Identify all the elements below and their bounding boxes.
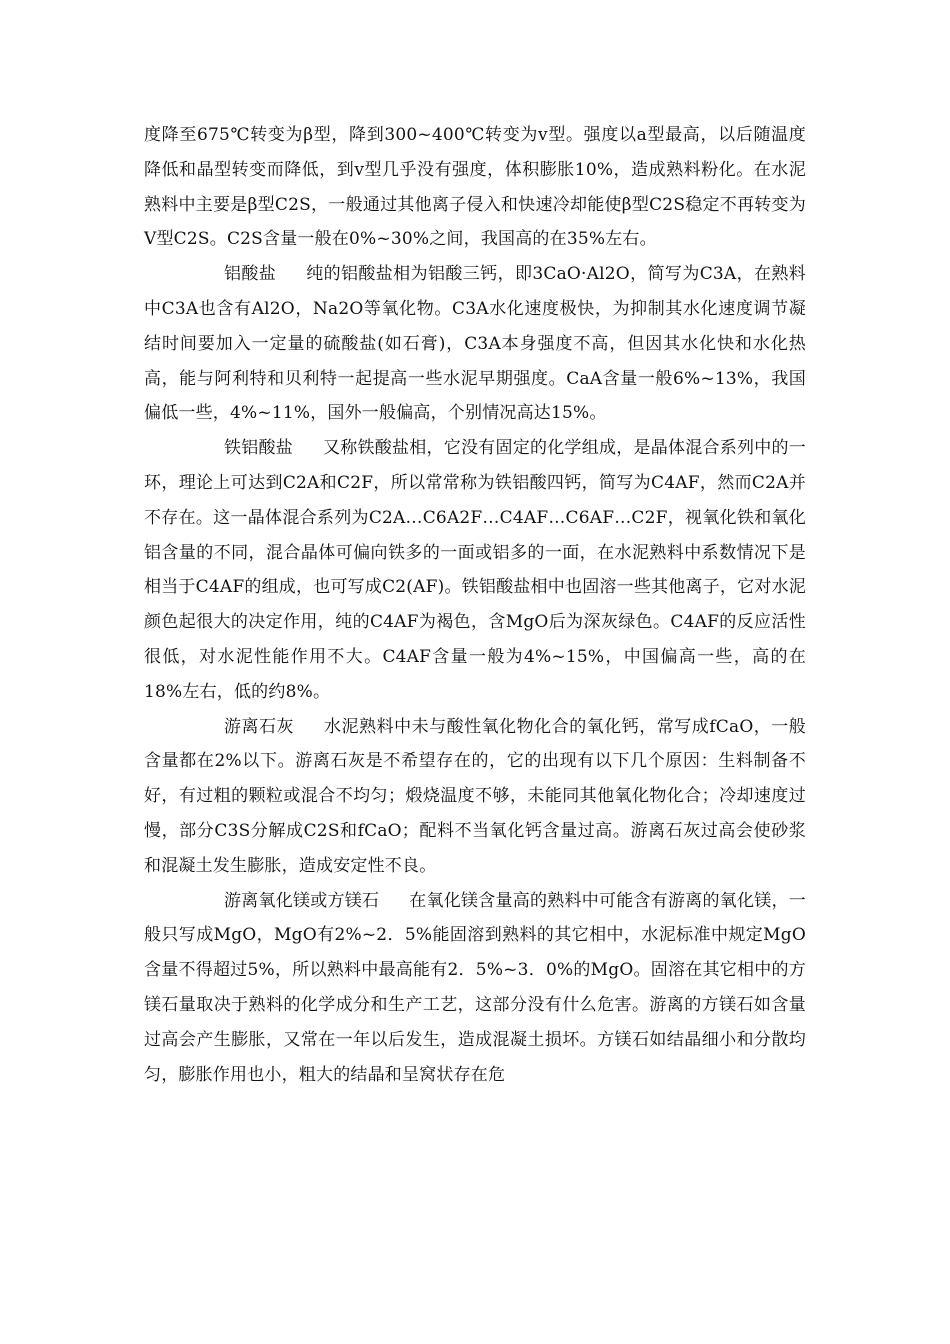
paragraph-term: 游离氧化镁或方镁石: [224, 890, 380, 911]
paragraph-aluminate: [144, 257, 806, 431]
paragraph-text: 又称铁酸盐相，它没有固定的化学组成，是晶体混合系列中的一环，理论上可达到C2A和C2F，所以常常称为铁铝酸四钙，简写为C4AF，然而C2A并不存在。这一晶体混合系列为C2A…C6A2F…C4AF…C6AF…C2F，视氧化铁和氧化铝含量的不同，混合晶体可偏向铁多的一面或铝多的一面，在水泥熟料中系数情况下是相当于C4AF的组成，也可写成C2(AF)。铁铝酸盐相中也固溶一些其他离子，它对水泥颜色起很大的决定作用，纯的C4AF为褐色，含MgO后为深灰绿色。C4AF的反应活性很低，对水泥性能作用不大。C4AF含量一般为4%~15%，中国偏高一些，高的在18%左右，低的约8%。: [144, 438, 806, 702]
paragraph-text: 在氧化镁含量高的熟料中可能含有游离的氧化镁，一般只写成MgO，MgO有2%~2．5%能固溶到熟料的其它相中，水泥标准中规定MgO含量不得超过5%，所以熟料中最高能有2．5%~3．0%的MgO。固溶在其它相中的方镁石量取决于熟料的化学成分和生产工艺，这部分没有什么危害。游离的方镁石如含量过高会产生膨胀，又常在一年以后发生，造成混凝土损坏。方镁石如结晶细小和分散均匀，膨胀作用也小，粗大的结晶和呈窝状存在危: [144, 890, 806, 1085]
paragraph-ferrite: [144, 431, 806, 709]
paragraph-term: 铁铝酸盐: [224, 438, 294, 459]
paragraph-term: 游离石灰: [224, 716, 295, 737]
paragraph-text: 度降至675℃转变为β型，降到300~400℃转变为v型。强度以a型最高，以后随温度降低和晶型转变而降低，到v型几乎没有强度，体积膨胀10%，造成熟料粉化。在水泥熟料中主要是β型C2S，一般通过其他离子侵入和快速冷却能使β型C2S稳定不再转变为V型C2S。C2S含量一般在0%~30%之间，我国高的在35%左右。: [144, 125, 806, 250]
paragraph-free-lime: [144, 710, 806, 884]
paragraph-term: 铝酸盐: [224, 264, 277, 285]
document-page: [144, 118, 806, 1092]
paragraph-continuation: [144, 118, 806, 257]
paragraph-periclase: [144, 884, 806, 1093]
paragraph-text: 纯的铝酸盐相为铝酸三钙，即3CaO·Al2O，简写为C3A，在熟料中C3A也含有Al2O，Na2O等氧化物。C3A水化速度极快，为抑制其水化速度调节凝结时间要加入一定量的硫酸盐(如石膏)，C3A本身强度不高，但因其水化快和水化热高，能与阿利特和贝利特一起提高一些水泥早期强度。CaA含量一般6%~13%，我国偏低一些，4%~11%，国外一般偏高，个别情况高达15%。: [144, 264, 806, 424]
paragraph-text: 水泥熟料中未与酸性氧化物化合的氧化钙，常写成fCaO，一般含量都在2%以下。游离石灰是不希望存在的，它的出现有以下几个原因：生料制备不好，有过粗的颗粒或混合不均匀；煅烧温度不够，未能同其他氧化物化合；冷却速度过慢，部分C3S分解成C2S和fCaO；配料不当氧化钙含量过高。游离石灰过高会使砂浆和混凝土发生膨胀，造成安定性不良。: [144, 716, 806, 876]
